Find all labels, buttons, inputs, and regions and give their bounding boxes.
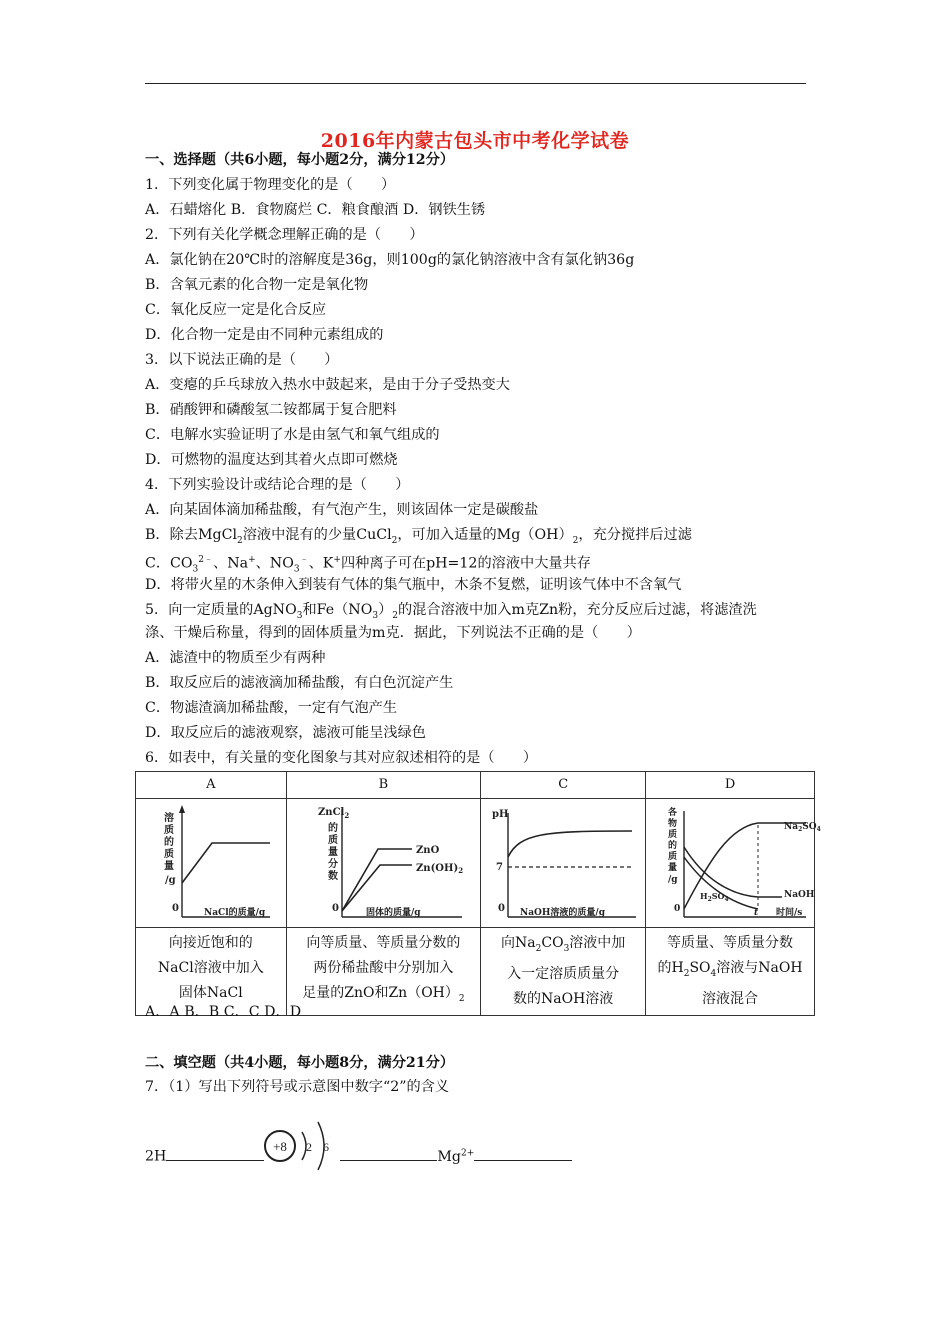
q1-options: A．石蜡熔化 B．食物腐烂 C．粮食酿酒 D．钢铁生锈 (145, 202, 486, 218)
q4-option-a: A．向某固体滴加稀盐酸，有气泡产生，则该固体一定是碳酸盐 (145, 502, 539, 518)
graph-a (146, 799, 276, 925)
svg-text:分: 分 (328, 859, 339, 870)
q5-stem-line2: 涤、干燥后称量，得到的固体质量为m克．据此，下列说法不正确的是（ ） (145, 625, 641, 641)
svg-text:2: 2 (306, 1140, 312, 1154)
q6-header-a: A (136, 772, 287, 799)
svg-text:质: 质 (668, 852, 678, 862)
svg-text:6: 6 (323, 1140, 329, 1154)
oxygen-atom-diagram (258, 1112, 338, 1180)
q5-stem-line1: 5．向一定质量的AgNO$_3$和$Fe(NO_3)_2$的混合溶液中加入m克Zn粉，充分反应后过滤，将滤渣洗 (145, 602, 757, 621)
svg-text:固体的质量/g: 固体的质量/g (366, 908, 422, 918)
q7-blank-row (145, 1143, 572, 1167)
svg-text:+8: +8 (273, 1139, 287, 1154)
q7-blank-2[interactable] (340, 1146, 437, 1161)
svg-text:ZnO: ZnO (416, 845, 440, 856)
q3-option-a: A．变瘪的乒乓球放入热水中鼓起来，是由于分子受热变大 (145, 377, 510, 393)
q5-option-a: A．滤渣中的物质至少有两种 (145, 650, 326, 666)
svg-text:NaOH: NaOH (784, 890, 815, 900)
svg-text:的: 的 (668, 841, 678, 851)
q6-header-b: B (286, 772, 481, 799)
svg-text:量: 量 (163, 861, 174, 872)
q6-desc-b: 向等质量、等质量分数的 两份稀盐酸中分别加入 足量的ZnO和$Zn(OH)_2$ (286, 928, 481, 1016)
header-rule (145, 83, 806, 84)
q5-option-c: C．物滤渣滴加稀盐酸，一定有气泡产生 (145, 700, 398, 716)
svg-text:0: 0 (171, 903, 179, 914)
q6-desc-d: 等质量、等质量分数 的$H_2SO_4$溶液与NaOH 溶液混合 (646, 928, 815, 1016)
q3-option-b: B．硝酸钾和磷酸氢二铵都属于复合肥料 (145, 402, 397, 418)
q6-options: A．A B．B C．C D．D (145, 1004, 302, 1020)
q6-header-c: C (481, 772, 646, 799)
q2-stem: 2．下列有关化学概念理解正确的是（ ） (145, 227, 424, 243)
q3-stem: 3．以下说法正确的是（ ） (145, 352, 339, 368)
svg-text:0: 0 (332, 903, 340, 914)
svg-text:/g: /g (668, 875, 678, 885)
q4-option-c: C．$CO_3^{2﹣}$、Na+、$NO_3^﹣$、K+四种离子可在pH=12的溶液中大量共存 (145, 555, 591, 575)
q4-option-b: B．除去MgCl$_2$溶液中混有的少量CuCl$_2$，可加入适量的$Mg(OH)_2$，充分搅拌后过滤 (145, 527, 692, 546)
svg-text:的: 的 (163, 837, 174, 848)
svg-text:t: t (754, 908, 759, 918)
q7-blank-1[interactable] (166, 1146, 264, 1161)
q4-option-d: D．将带火星的木条伸入到装有气体的集气瓶中，木条不复燃，证明该气体中不含氧气 (145, 577, 682, 593)
svg-text:质: 质 (668, 830, 678, 840)
svg-text:数: 数 (328, 871, 339, 882)
svg-text:7: 7 (496, 862, 504, 873)
q4-stem: 4．下列实验设计或结论合理的是（ ） (145, 477, 410, 493)
q7-stem: 7．（1）写出下列符号或示意图中数字“2”的含义 (145, 1079, 450, 1095)
q7-blank-3[interactable] (474, 1146, 572, 1161)
svg-text:时间/s: 时间/s (776, 908, 803, 918)
q6-desc-a: 向接近饱和的 NaCl溶液中加入 固体NaCl (136, 928, 287, 1016)
svg-text:物: 物 (668, 819, 678, 829)
svg-text:H2SO4: $H_2SO_4$ (700, 891, 729, 903)
q6-graph-d-cell (646, 799, 821, 928)
svg-text:Zn(OH)2: $Zn(OH)_2$ (416, 863, 464, 875)
svg-text:质: 质 (163, 849, 174, 860)
q1-stem: 1．下列变化属于物理变化的是（ ） (145, 177, 396, 193)
svg-text:NaOH溶液的质量/g: NaOH溶液的质量/g (520, 908, 606, 918)
section-1-heading: 一、选择题（共6小题，每小题2分，满分12分） (145, 152, 455, 168)
svg-text:溶: 溶 (163, 813, 174, 824)
q6-graph-c-cell (481, 799, 646, 928)
q7-item-mg: $Mg^{2+}$ (437, 1148, 475, 1165)
q6-table (135, 771, 821, 1016)
graph-b (298, 799, 468, 925)
q6-header-d: D (646, 772, 815, 799)
q7-item-2h: 2H (145, 1148, 167, 1165)
q5-option-d: D．取反应后的滤液观察，滤液可能呈浅绿色 (145, 725, 426, 741)
svg-text:Na2SO4: $Na_2SO_4$ (784, 822, 821, 833)
svg-text:的: 的 (328, 823, 339, 834)
svg-text:质: 质 (328, 835, 339, 846)
svg-text:质: 质 (163, 825, 174, 836)
q5-option-b: B．取反应后的滤液滴加稀盐酸，有白色沉淀产生 (145, 675, 454, 691)
graph-d (650, 799, 821, 925)
svg-text:0: 0 (674, 904, 681, 914)
q2-option-a: A．氯化钠在20℃时的溶解度是36g，则100g的氯化钠溶液中含有氯化钠36g (145, 252, 635, 268)
q3-option-c: C．电解水实验证明了水是由氢气和氧气组成的 (145, 427, 440, 443)
q6-graph-a-cell (136, 799, 287, 928)
q2-option-b: B．含氧元素的化合物一定是氧化物 (145, 277, 369, 293)
q6-graph-b-cell (286, 799, 481, 928)
q6-desc-c: 向$Na_2CO_3$溶液中加 入一定溶质质量分 数的NaOH溶液 (481, 928, 646, 1016)
graph-c (484, 799, 642, 925)
section-2-heading: 二、填空题（共4小题，每小题8分，满分21分） (145, 1055, 455, 1071)
q2-option-d: D．化合物一定是由不同种元素组成的 (145, 327, 384, 343)
q2-option-c: C．氧化反应一定是化合反应 (145, 302, 327, 318)
svg-text:各: 各 (668, 808, 678, 818)
q3-option-d: D．可燃物的温度达到其着火点即可燃烧 (145, 452, 398, 468)
svg-text:量: 量 (668, 863, 678, 873)
svg-text:NaCl的质量/g: NaCl的质量/g (203, 908, 266, 918)
svg-text:0: 0 (498, 903, 506, 914)
svg-text:量: 量 (328, 847, 339, 858)
svg-text:/g: /g (164, 875, 176, 886)
svg-text:ZnCl2: ZnCl$_2$ (318, 807, 350, 820)
page-title: 2016年内蒙古包头市中考化学试卷 (320, 130, 630, 152)
svg-text:pH: pH (492, 809, 509, 820)
q6-stem: 6．如表中，有关量的变化图象与其对应叙述相符的是（ ） (145, 750, 538, 766)
